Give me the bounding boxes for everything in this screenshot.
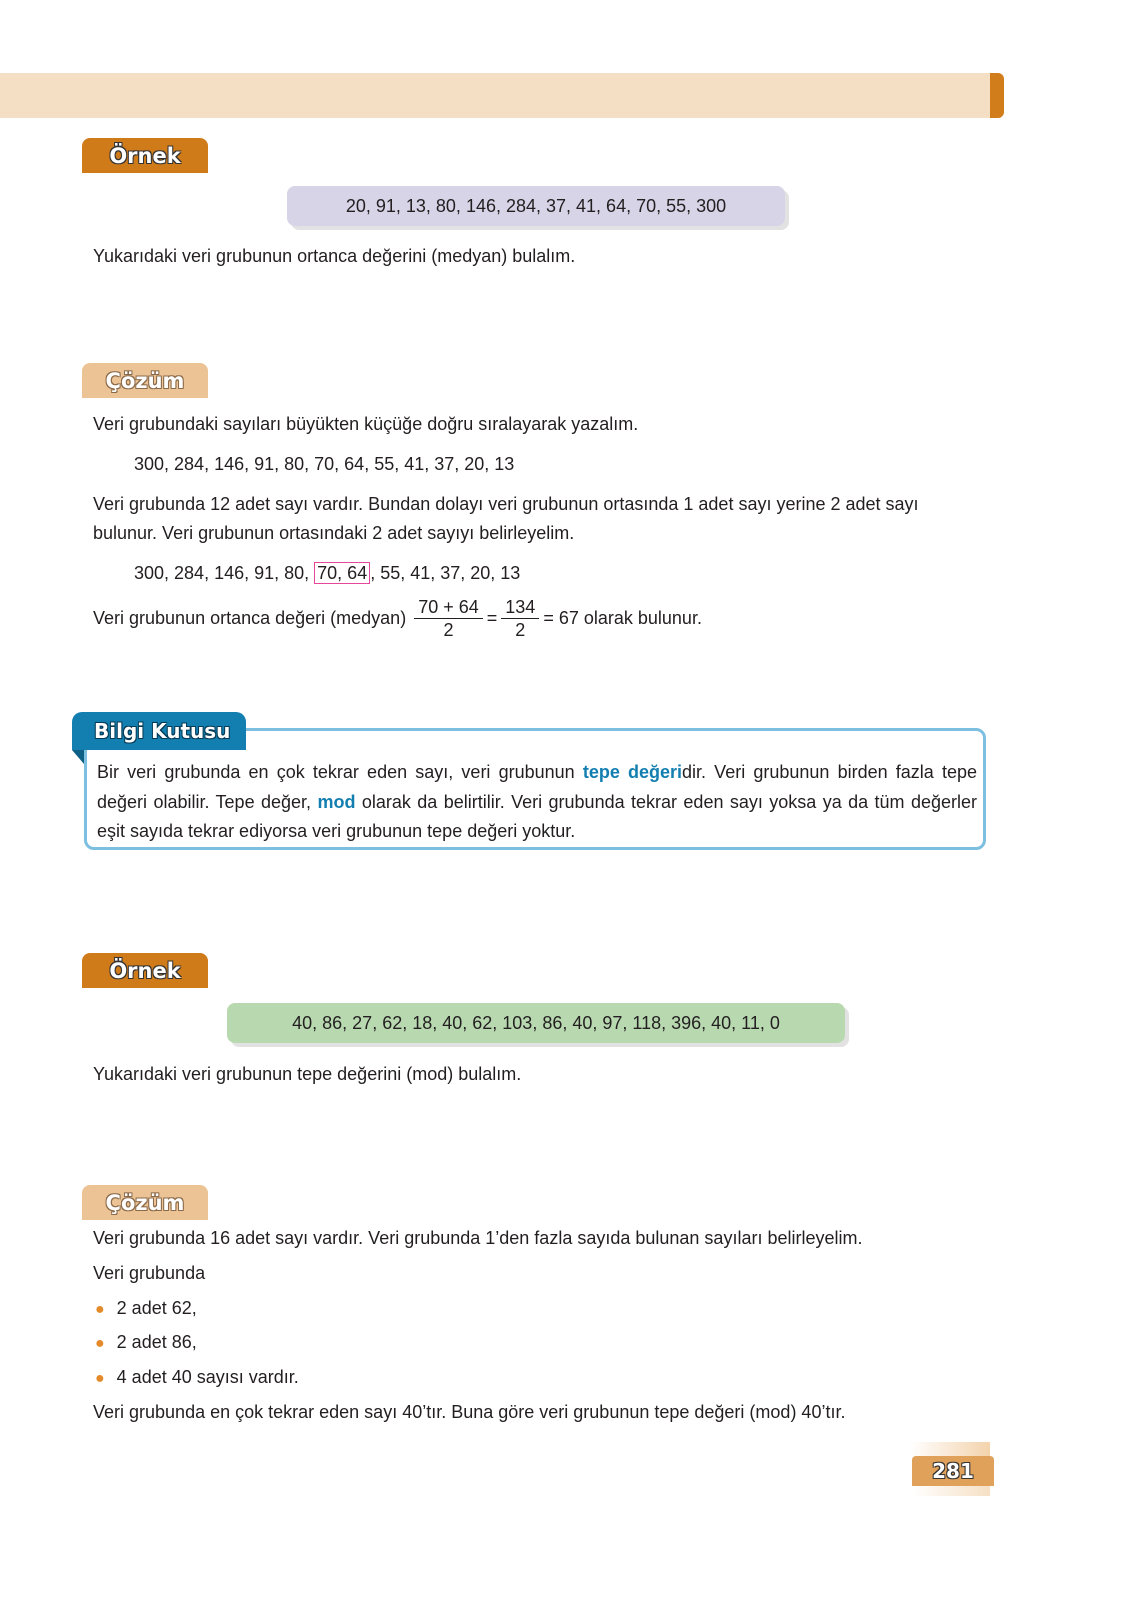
solution-text: Veri grubunda	[93, 1263, 206, 1283]
fraction-denominator: 2	[515, 620, 526, 640]
solution-text: Veri grubunda 12 adet sayı vardır. Bundan dolayı veri grubunun ortasında 1 adet sayı yerine 2 adet sayı	[93, 494, 919, 514]
list-item	[95, 1332, 197, 1353]
example-question: Yukarıdaki veri grubunun tepe değerini (mod) bulalım.	[93, 1064, 522, 1084]
info-box-title: Bilgi Kutusu	[72, 712, 246, 750]
info-box-text	[97, 758, 977, 847]
info-text-part: Bir veri grubunda en çok tekrar eden sayı, veri grubunun	[97, 762, 583, 782]
info-text-part: olarak da belirtilir. Veri grubunda tekrar eden sayı yoksa ya da tüm değerler eşit sayıda tekrar ediyorsa veri grubunun tepe değeri yoktur.	[97, 791, 977, 841]
info-text-part: dir. Veri grubunun birden fazla tepe değeri olabilir. Tepe değer,	[97, 762, 977, 812]
sorted-post: , 55, 41, 37, 20, 13	[370, 563, 521, 583]
bullet-icon: ●	[95, 1301, 105, 1318]
solution-tag: Çözüm	[82, 1185, 208, 1220]
header-band	[0, 73, 1000, 118]
solution-text: Veri grubundaki sayıları büyükten küçüğe doğru sıralayarak yazalım.	[93, 414, 639, 434]
solution-tag: Çözüm	[82, 363, 208, 398]
median-result: = 67 olarak bulunur.	[543, 608, 702, 628]
info-tag-fold	[72, 750, 84, 764]
fraction-numerator: 134	[501, 596, 539, 619]
page-number: 281	[912, 1456, 994, 1486]
list-item-text: 4 adet 40 sayısı vardır.	[116, 1367, 299, 1387]
list-item	[95, 1367, 299, 1388]
example-data-box: 40, 86, 27, 62, 18, 40, 62, 103, 86, 40, 97, 118, 396, 40, 11, 0	[227, 1003, 845, 1043]
sorted-list-highlighted	[134, 563, 520, 584]
equals-sign: =	[486, 608, 498, 628]
conclusion-text: Veri grubunda en çok tekrar eden sayı 40’tır. Buna göre veri grubunun tepe değeri (mod) 40’tır.	[93, 1402, 846, 1422]
bullet-icon: ●	[95, 1370, 105, 1387]
header-band-accent	[990, 73, 1004, 118]
middle-values-highlight: 70, 64	[314, 562, 370, 584]
bullet-icon: ●	[95, 1335, 105, 1352]
solution-text: bulunur. Veri grubunun ortasındaki 2 adet sayıyı belirleyelim.	[93, 523, 575, 543]
sorted-list: 300, 284, 146, 91, 80, 70, 64, 55, 41, 37, 20, 13	[134, 454, 515, 474]
page-number-decoration	[912, 1486, 990, 1496]
list-item-text: 2 adet 86,	[116, 1332, 197, 1352]
fraction	[501, 596, 539, 641]
list-item-text: 2 adet 62,	[116, 1298, 197, 1318]
sorted-pre: 300, 284, 146, 91, 80,	[134, 563, 315, 583]
fraction-numerator: 70 + 64	[414, 596, 483, 619]
example-question: Yukarıdaki veri grubunun ortanca değerini (medyan) bulalım.	[93, 246, 576, 266]
list-item	[95, 1298, 197, 1319]
median-label: Veri grubunun ortanca değeri (medyan)	[93, 608, 407, 628]
keyword-mod: mod	[317, 791, 356, 812]
example-tag: Örnek	[82, 138, 208, 173]
solution-text: Veri grubunda 16 adet sayı vardır. Veri grubunda 1’den fazla sayıda bulunan sayıları belirleyelim.	[93, 1228, 863, 1248]
fraction-denominator: 2	[443, 620, 454, 640]
example-data-box: 20, 91, 13, 80, 146, 284, 37, 41, 64, 70, 55, 300	[287, 186, 785, 226]
example-tag: Örnek	[82, 953, 208, 988]
median-formula	[93, 596, 702, 641]
fraction	[414, 596, 483, 641]
keyword-tepe-degeri: tepe değeri	[582, 762, 683, 782]
